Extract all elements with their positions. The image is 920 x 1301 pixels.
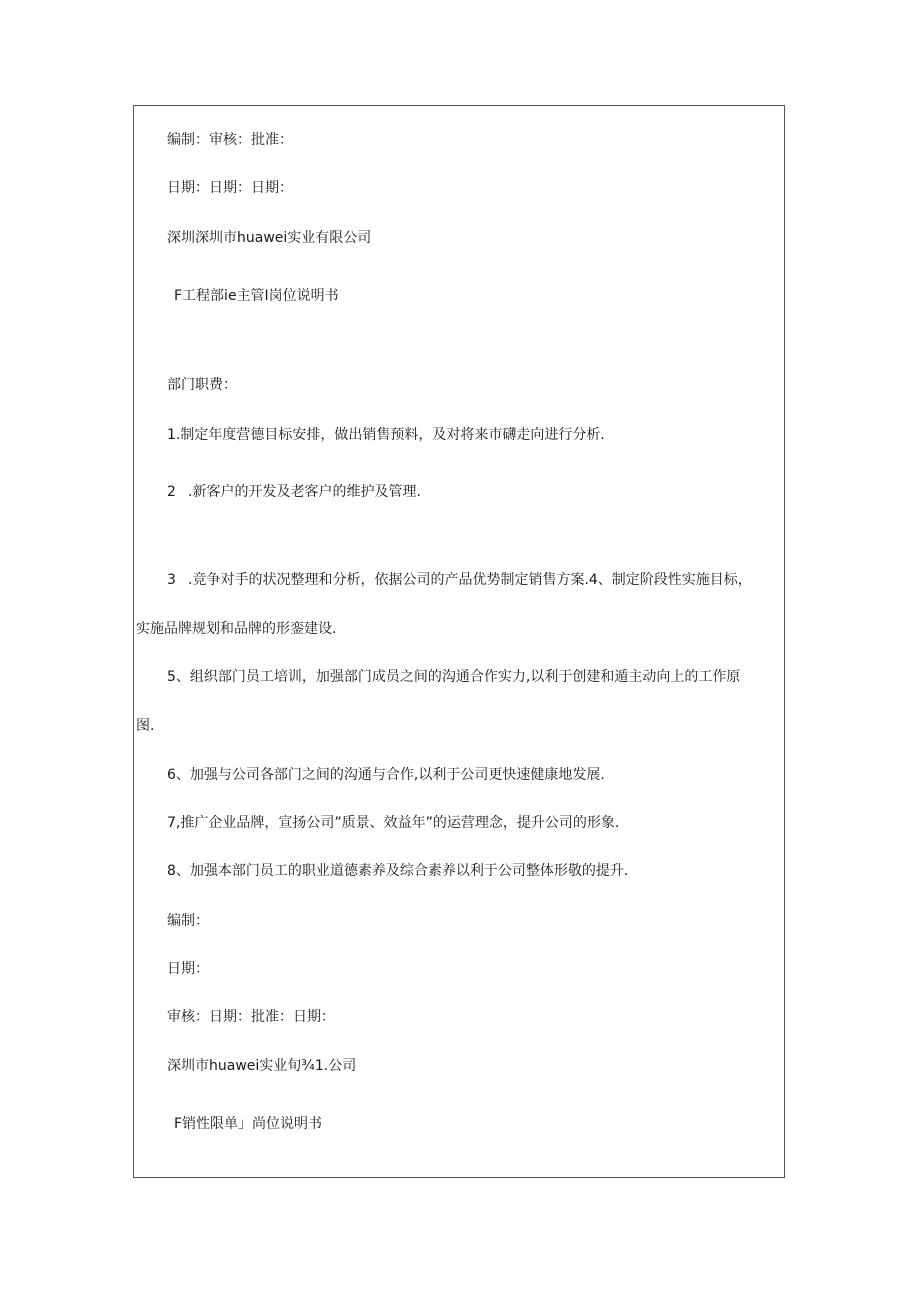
company-name: 深圳深圳市huawei实业有限公司 (167, 230, 372, 246)
duty-item-3-text: .竞争对手的状况整理和分析，依据公司的产品优势制定销售方案.4、制定阶段性实施目标， (188, 572, 752, 588)
duty-item-5: 5、组织部门员工培训，加强部门成员之间的沟通合作实力,以利于创建和遁主动向上的工作原 (167, 669, 741, 685)
date-line: 日期：日期：日期： (167, 180, 293, 196)
duty-item-3-continuation: 实施品牌规划和品牌的形銮建设. (136, 621, 337, 637)
duty-item-8: 8、加强本部门员工的职业道德素养及综合素养以利于公司整体形敬的提升. (167, 863, 629, 879)
document-title: F工程部ie主管I岗位说明书 (174, 288, 339, 304)
duty-item-6: 6、加强与公司各部门之间的沟通与合作,以利于公司更快速健康地发展. (167, 767, 605, 783)
footer-company: 深圳市huawei实业旬¾1.公司 (167, 1058, 357, 1074)
duty-item-2-number: 2 (167, 484, 176, 500)
duty-item-5-continuation: 图. (136, 718, 155, 734)
duty-item-2-text: .新客户的开发及老客户的维护及管理. (188, 484, 421, 500)
footer-editor: 编制： (167, 913, 209, 929)
duty-item-7: 7,推广企业品牌，宣扬公司”质景、效益年”的运营理念，提升公司的形象. (167, 815, 620, 831)
duty-item-3-number: 3 (167, 572, 176, 588)
footer-title: F销性限单」尚位说明书 (174, 1116, 323, 1132)
footer-review-line: 审核：日期：批准：日期： (167, 1009, 335, 1025)
duties-heading: 部门职费： (167, 377, 237, 393)
footer-date: 日期： (167, 961, 209, 977)
duty-item-1: 1.制定年度营德目标安排，做出销售预料，及对将来市礴走向进行分析. (167, 427, 605, 443)
signoff-line: 编制：审核：批准： (167, 132, 293, 148)
